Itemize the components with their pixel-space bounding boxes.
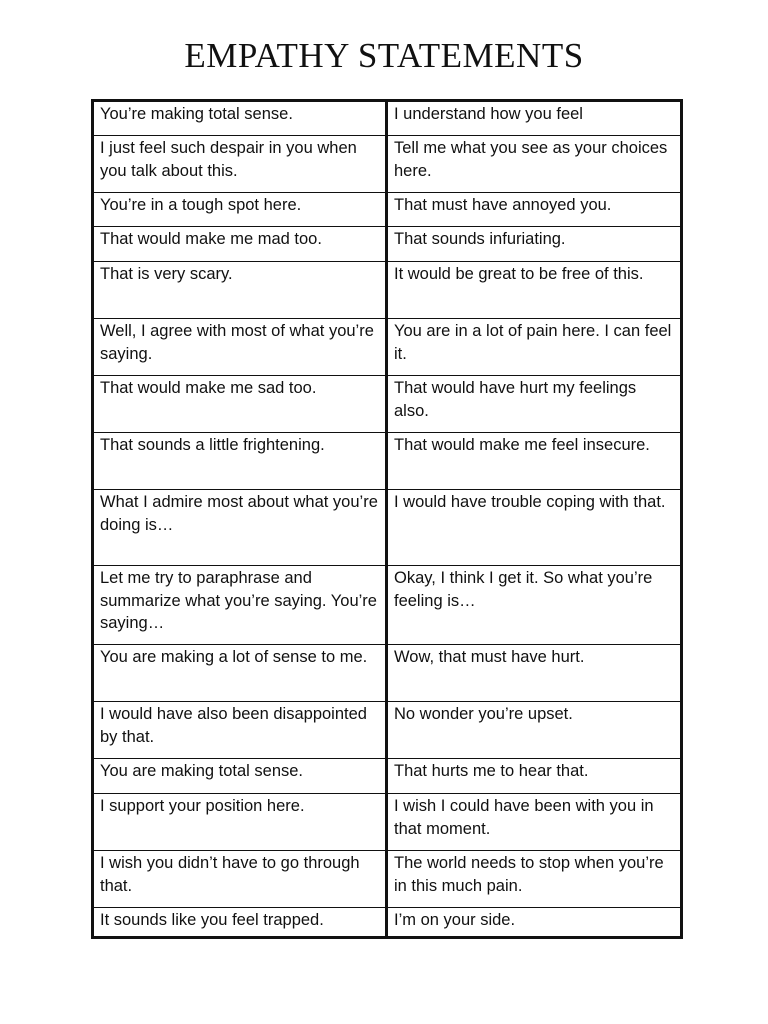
statement-cell-right: I wish I could have been with you in that moment. (387, 794, 682, 851)
statement-cell-left: That sounds a little frightening. (93, 433, 387, 490)
statement-cell-right: That sounds infuriating. (387, 227, 682, 262)
statement-cell-right: That must have annoyed you. (387, 193, 682, 227)
statement-cell-left: I wish you didn’t have to go through that. (93, 851, 387, 908)
statement-cell-right: Wow, that must have hurt. (387, 645, 682, 702)
table-row (93, 566, 682, 645)
statement-cell-left: That would make me sad too. (93, 376, 387, 433)
statement-cell-right: I understand how you feel (387, 101, 682, 136)
table-row (93, 490, 682, 566)
statement-cell-left: You are making a lot of sense to me. (93, 645, 387, 702)
statement-cell-right: Tell me what you see as your choices here. (387, 136, 682, 193)
statement-cell-left: You’re in a tough spot here. (93, 193, 387, 227)
statement-cell-left: You are making total sense. (93, 759, 387, 794)
statement-cell-right: That would make me feel insecure. (387, 433, 682, 490)
statement-cell-left: It sounds like you feel trapped. (93, 908, 387, 938)
table-row (93, 227, 682, 262)
statement-cell-right: No wonder you’re upset. (387, 702, 682, 759)
table-row (93, 433, 682, 490)
statement-cell-right: That hurts me to hear that. (387, 759, 682, 794)
statement-cell-left: That is very scary. (93, 262, 387, 319)
statement-cell-right: It would be great to be free of this. (387, 262, 682, 319)
statement-cell-left: I support your position here. (93, 794, 387, 851)
table-row (93, 759, 682, 794)
statement-cell-right: I would have trouble coping with that. (387, 490, 682, 566)
statement-cell-left: I just feel such despair in you when you talk about this. (93, 136, 387, 193)
table-row (93, 101, 682, 136)
page-title: EMPATHY STATEMENTS (184, 36, 584, 75)
statement-cell-right: I’m on your side. (387, 908, 682, 938)
table-row (93, 702, 682, 759)
table-body (93, 101, 682, 938)
statement-cell-right: You are in a lot of pain here. I can feel it. (387, 319, 682, 376)
table-row (93, 193, 682, 227)
statement-cell-left: What I admire most about what you’re doing is… (93, 490, 387, 566)
statement-cell-left: You’re making total sense. (93, 101, 387, 136)
table-row (93, 908, 682, 938)
statement-cell-left: That would make me mad too. (93, 227, 387, 262)
table-row (93, 136, 682, 193)
table-row (93, 376, 682, 433)
table-row (93, 851, 682, 908)
statement-cell-right: The world needs to stop when you’re in this much pain. (387, 851, 682, 908)
empathy-statements-table (91, 99, 683, 939)
statement-cell-left: I would have also been disappointed by that. (93, 702, 387, 759)
table-row (93, 262, 682, 319)
statement-cell-left: Let me try to paraphrase and summarize what you’re saying. You’re saying… (93, 566, 387, 645)
statement-cell-right: That would have hurt my feelings also. (387, 376, 682, 433)
table-row (93, 645, 682, 702)
statement-cell-left: Well, I agree with most of what you’re saying. (93, 319, 387, 376)
statement-cell-right: Okay, I think I get it. So what you’re feeling is… (387, 566, 682, 645)
table-row (93, 794, 682, 851)
table-row (93, 319, 682, 376)
